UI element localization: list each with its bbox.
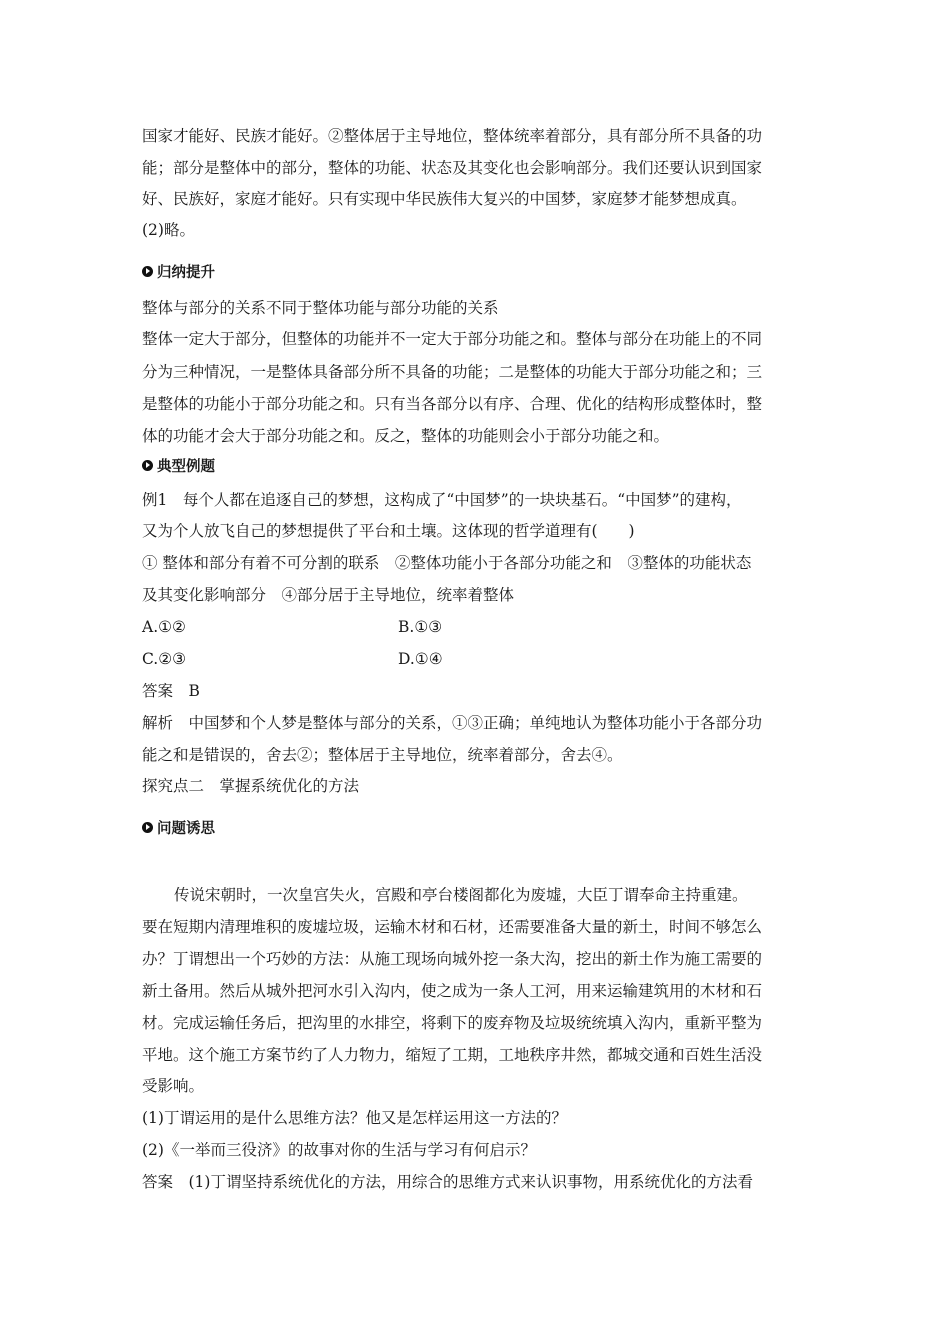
section-heading-summary	[142, 261, 215, 281]
question-line: ① 整体和部分有着不可分割的联系 ②整体功能小于各部分功能之和 ③整体的功能状态	[142, 554, 752, 572]
play-circle-icon	[142, 822, 153, 833]
text-line: 整体一定大于部分，但整体的功能并不一定大于部分功能之和。整体与部分在功能上的不同	[142, 330, 763, 348]
option-a: A.①②	[142, 618, 186, 636]
question-line: 又为个人放飞自己的梦想提供了平台和土壤。这体现的哲学道理有( )	[142, 522, 635, 540]
question-line: 及其变化影响部分 ④部分居于主导地位，统率着整体	[142, 586, 515, 604]
question-line: 例1 每个人都在追逐自己的梦想，这构成了“中国梦”的一块块基石。“中国梦”的建构，	[142, 491, 742, 509]
story-line: 材。完成运输任务后，把沟里的水排空，将剩下的废弃物及垃圾统统填入沟内，重新平整为	[142, 1014, 763, 1032]
answer-line: 答案 B	[142, 682, 200, 700]
text-line: 是整体的功能小于部分功能之和。只有当各部分以有序、合理、优化的结构形成整体时，整	[142, 395, 763, 413]
question-line: (2)《一举而三役济》的故事对你的生活与学习有何启示？	[142, 1141, 536, 1159]
story-line: 要在短期内清理堆积的废墟垃圾，运输木材和石材，还需要准备大量的新土，时间不够怎么	[142, 918, 763, 936]
text-line: 分为三种情况，一是整体具备部分所不具备的功能；二是整体的功能大于部分功能之和；三	[142, 363, 763, 381]
text-line: 能；部分是整体中的部分，整体的功能、状态及其变化也会影响部分。我们还要认识到国家	[142, 159, 763, 177]
section-heading-example	[142, 455, 215, 475]
analysis-line: 能之和是错误的，舍去②；整体居于主导地位，统率着部分，舍去④。	[142, 746, 623, 764]
text-line: 国家才能好、民族才能好。②整体居于主导地位，整体统率着部分，具有部分所不具备的功	[142, 127, 763, 145]
story-line: 传说宋朝时，一次皇宫失火，宫殿和亭台楼阁都化为废墟，大臣丁谓奉命主持重建。	[174, 886, 748, 904]
text-line: 整体与部分的关系不同于整体功能与部分功能的关系	[142, 299, 499, 317]
text-line: 好、民族好，家庭才能好。只有实现中华民族伟大复兴的中国梦，家庭梦才能梦想成真。	[142, 190, 747, 208]
story-line: 办？丁谓想出一个巧妙的方法：从施工现场向城外挖一条大沟，挖出的新土作为施工需要的	[142, 950, 763, 968]
play-circle-icon	[142, 460, 153, 471]
section-heading-label: 问题诱思	[157, 820, 215, 837]
question-line: (1)丁谓运用的是什么思维方法？他又是怎样运用这一方法的？	[142, 1109, 567, 1127]
analysis-line: 解析 中国梦和个人梦是整体与部分的关系，①③正确；单纯地认为整体功能小于各部分功	[142, 714, 763, 732]
section-heading-label: 典型例题	[157, 458, 215, 475]
story-line: 受影响。	[142, 1077, 205, 1095]
answer-line: 答案 (1)丁谓坚持系统优化的方法，用综合的思维方式来认识事物，用系统优化的方法看	[142, 1173, 753, 1191]
section-heading-label: 归纳提升	[157, 264, 215, 281]
option-c: C.②③	[142, 650, 187, 668]
subsection-title: 探究点二 掌握系统优化的方法	[142, 777, 360, 795]
section-heading-question	[142, 817, 215, 837]
option-b: B.①③	[398, 618, 443, 636]
option-d: D.①④	[398, 650, 443, 668]
story-line: 平地。这个施工方案节约了人力物力，缩短了工期，工地秩序井然，都城交通和百姓生活没	[142, 1046, 763, 1064]
text-line: (2)略。	[142, 221, 195, 239]
story-line: 新土备用。然后从城外把河水引入沟内，使之成为一条人工河，用来运输建筑用的木材和石	[142, 982, 763, 1000]
play-circle-icon	[142, 266, 153, 277]
text-line: 体的功能才会大于部分功能之和。反之，整体的功能则会小于部分功能之和。	[142, 427, 670, 445]
